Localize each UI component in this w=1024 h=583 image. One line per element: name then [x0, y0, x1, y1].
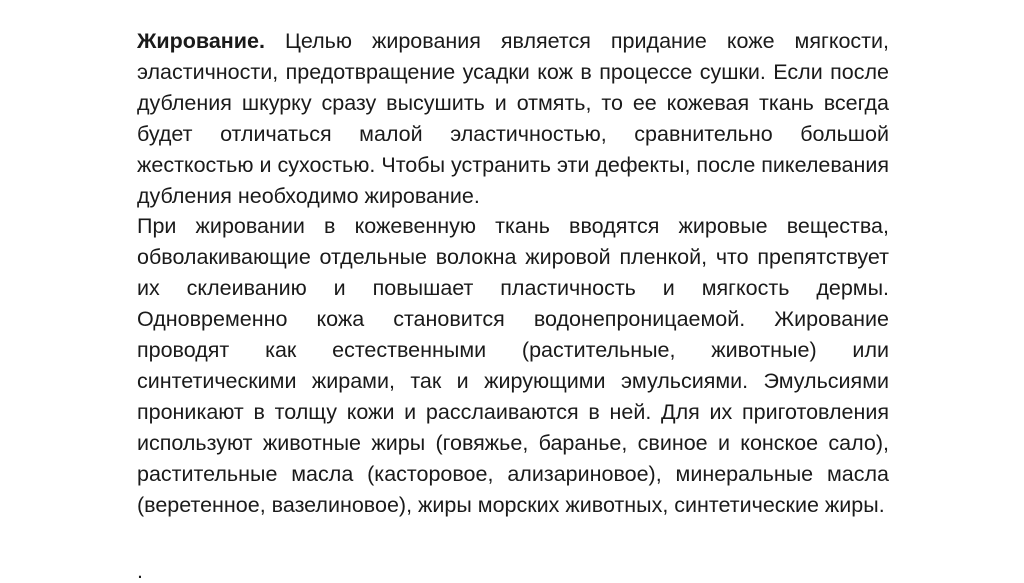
paragraph-1-text: Целью жирования является придание коже мягкости, эластичности, предотвращение усадки кож в процессе сушки. Если после дубления шкурку сразу высушить и отмять, то ее кожевая ткань всегда будет отличаться малой эластичностью, сравнительно большой жесткостью и сухостью. Чтобы устранить эти дефекты, после пикелевания дубления необходимо жирование.	[137, 29, 889, 208]
body-text	[137, 26, 889, 521]
term-heading: Жирование.	[137, 29, 265, 53]
paragraph-2-text: При жировании в кожевенную ткань вводятся жировые вещества, обволакивающие отдельные волокна жировой пленкой, что препятствует их склеиванию и повышает пластичность и мягкость дермы. Одновременно кожа становится водонепроницаемой. Жирование проводят как естественными (растительные, животные) или синтетическими жирами, так и жирующими эмульсиями. Эмульсиями проникают в толщу кожи и расслаиваются в ней. Для их приготовления используют животные жиры (говяжье, баранье, свиное и конское сало), растительные масла (касторовое, ализариновое), минеральные масла (веретенное, вазелиновое), жиры морских животных, синтетические жиры.	[137, 214, 889, 517]
trailing-mark: .	[137, 559, 143, 583]
paragraph-fatliquoring-intro	[137, 26, 889, 211]
paragraph-fatliquoring-details	[137, 211, 889, 520]
